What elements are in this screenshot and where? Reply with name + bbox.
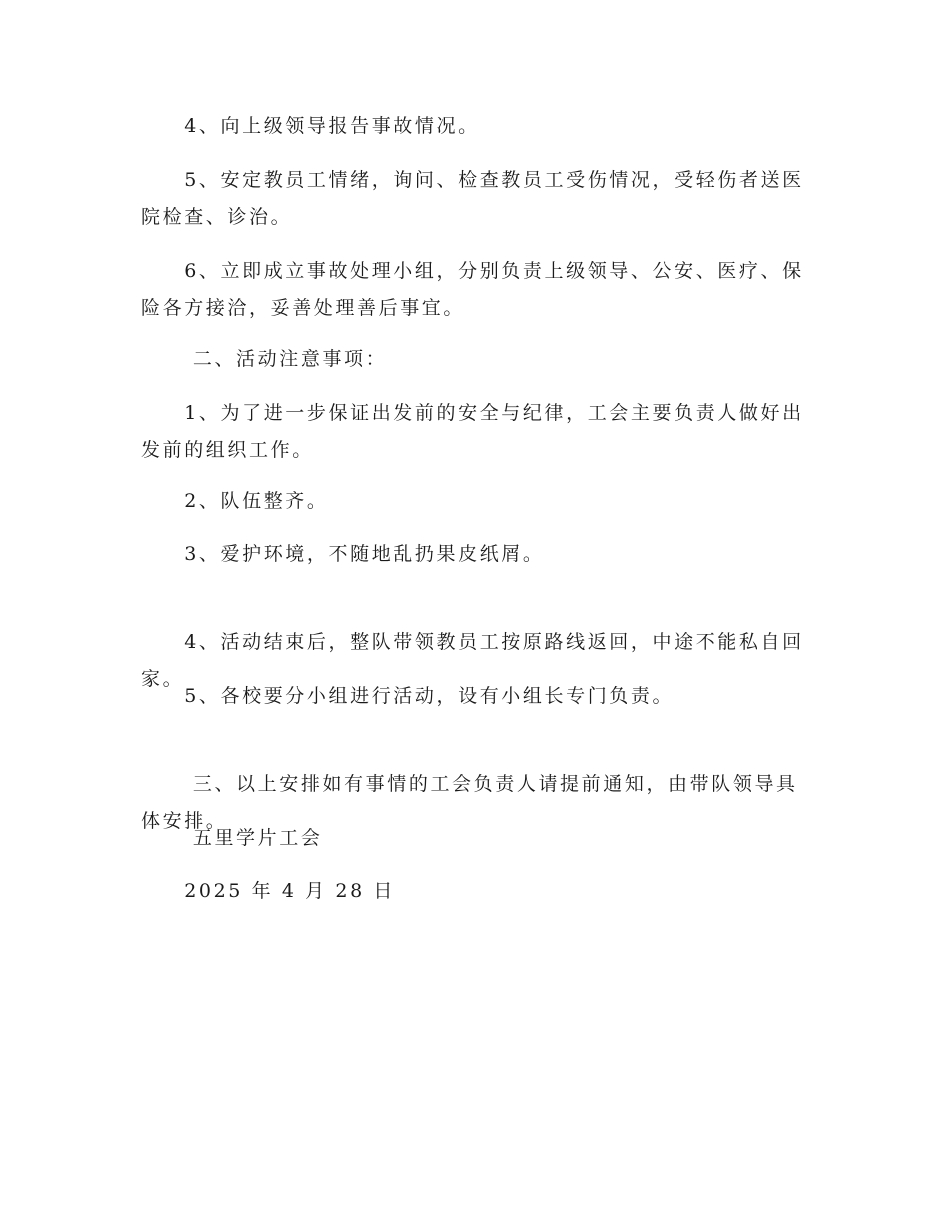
- paragraph-accident-team: 6、立即成立事故处理小组，分别负责上级领导、公安、医疗、保险各方接洽，妥善处理善后事宜。: [141, 260, 804, 319]
- paragraph-small-groups: 5、各校要分小组进行活动，设有小组长专门负责。: [141, 685, 675, 707]
- signature-organization: 五里学片工会: [141, 827, 323, 849]
- paragraph-protect-environment: 3、爱护环境，不随地乱扔果皮纸屑。: [141, 543, 545, 565]
- signature-date: 2025 年 4 月 28 日: [141, 880, 396, 902]
- paragraph-orderly-team: 2、队伍整齐。: [141, 490, 329, 512]
- section-heading-notes: 二、活动注意事项：: [141, 348, 388, 370]
- paragraph-stabilize-staff: 5、安定教员工情绪，询问、检查教员工受伤情况，受轻伤者送医院检查、诊治。: [141, 169, 804, 228]
- paragraph-report-to-leaders: 4、向上级领导报告事故情况。: [141, 115, 480, 137]
- paragraph-departure-safety: 1、为了进一步保证出发前的安全与纪律，工会主要负责人做好出发前的组织工作。: [141, 402, 804, 461]
- paragraph-advance-notice: 三、以上安排如有事情的工会负责人请提前通知，由带队领导具体安排。: [141, 773, 798, 832]
- paragraph-return-route: 4、活动结束后，整队带领教员工按原路线返回，中途不能私自回家。: [141, 631, 804, 690]
